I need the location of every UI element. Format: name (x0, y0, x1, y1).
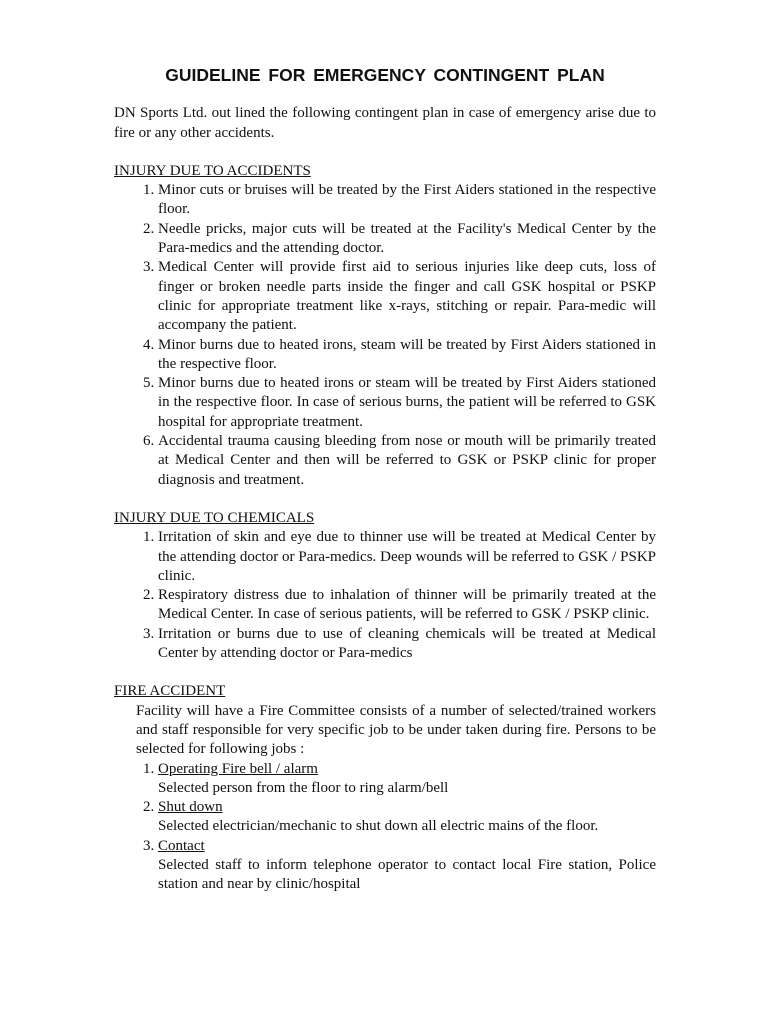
job-title: Operating Fire bell / alarm (158, 760, 318, 777)
section-accidents (114, 162, 656, 490)
section-heading-chemicals: INJURY DUE TO CHEMICALS (114, 509, 315, 526)
section-heading-fire: FIRE ACCIDENT (114, 683, 226, 700)
chemicals-list (114, 528, 656, 663)
list-item (158, 798, 656, 837)
section-heading-accidents: INJURY DUE TO ACCIDENTS (114, 162, 311, 179)
list-item: 2. Needle pricks, major cuts will be treated at the Facility's Medical Center by the Para-medics and the attending doctor. (158, 220, 656, 259)
job-description: Selected electrician/mechanic to shut down all electric mains of the floor. (158, 818, 599, 835)
list-item (158, 760, 656, 799)
document-title: GUIDELINE FOR EMERGENCY CONTINGENT PLAN (165, 65, 605, 85)
fire-intro-paragraph: Facility will have a Fire Committee consists of a number of selected/trained workers and staff responsible for very specific job to be under taken during fire. Persons to be selected for following jobs : (136, 702, 656, 758)
job-description: Selected staff to inform telephone operator to contact local Fire station, Police station and near by clinic/hospital (158, 856, 656, 893)
list-item: 3. Irritation or burns due to use of cleaning chemicals will be treated at Medical Center by attending doctor or Para-medics (158, 625, 656, 664)
list-item: 3. Medical Center will provide first aid to serious injuries like deep cuts, loss of finger or broken needle parts inside the finger and call GSK hospital or PSKP clinic for appropriate treatment like x-rays, stitching or repair. Para-medic will accompany the patient. (158, 258, 656, 335)
job-description: Selected person from the floor to ring alarm/bell (158, 779, 449, 796)
fire-jobs-list (114, 760, 656, 895)
accidents-list (114, 181, 656, 490)
list-item: 1. Minor cuts or bruises will be treated by the First Aiders stationed in the respective floor. (158, 181, 656, 220)
list-item: 6. Accidental trauma causing bleeding from nose or mouth will be primarily treated at Medical Center and then will be referred to GSK or PSKP clinic for proper diagnosis and treatment. (158, 432, 656, 490)
job-title: Shut down (158, 799, 223, 816)
job-title: Contact (158, 837, 205, 854)
list-item: 1. Irritation of skin and eye due to thinner use will be treated at Medical Center by the attending doctor or Para-medics. Deep wounds will be referred to GSK / PSKP clinic. (158, 528, 656, 586)
list-item (158, 837, 656, 895)
intro-paragraph: DN Sports Ltd. out lined the following contingent plan in case of emergency arise due to fire or any other accidents. (114, 105, 656, 141)
list-item: 4. Minor burns due to heated irons, steam will be treated by First Aiders stationed in the respective floor. (158, 336, 656, 375)
section-fire (114, 682, 656, 894)
list-item: 5. Minor burns due to heated irons or steam will be treated by First Aiders stationed in the respective floor. In case of serious burns, the patient will be referred to GSK hospital for appropriate treatment. (158, 374, 656, 432)
list-item: 2. Respiratory distress due to inhalation of thinner will be primarily treated at the Medical Center. In case of serious patients, will be referred to GSK / PSKP clinic. (158, 586, 656, 625)
section-chemicals (114, 509, 656, 663)
document-page (114, 66, 656, 914)
